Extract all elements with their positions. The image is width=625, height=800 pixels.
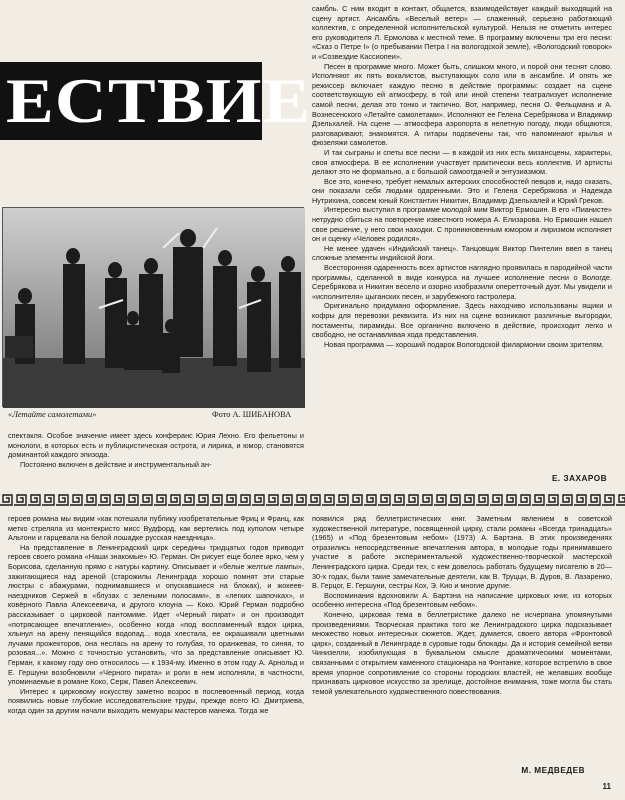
photo-credit: Фото А. ШИБАНОВА [212,410,292,419]
paragraph: появился ряд беллетристических книг. Заметным явлением в советской художественной литературе, посвященной цирку, стали романы «Всегда тринадцать» (1965) и «Под брезентовым небом» (1973) А. Бартэна. В этих произведениях отразились непосредственные впечатления автора, в молодые годы принимавшего участие в работе экспериментальной художественно-творческой мастерской Ленинградского цирка. Среди тех, с кем довелось работать будущему писателю в 20—30-х годах, были такие замечательные деятели, как В. Труцци, В. Дуров, В. Лазаренко, В. Герцог, Е. Гершуни, сестры Кох, Э. Кио и многие другие. [312,514,612,591]
paragraph: Оригинально придумано оформление. Здесь находчиво использованы ящики и кофры для перевозки реквизита. Из них на сцене возникают различные выгородки, постаменты, пирамиды. Все органично включено в действие, происходит легко и свободно, не останавливая хода представления. [312,301,612,340]
page-number: 11 [602,782,611,791]
paragraph: Не менее удачен «Индийский танец». Танцовщик Виктор Пинтелин ввел в танец сложные элементы индийской йоги. [312,243,612,263]
author-signature-top: Е. ЗАХАРОВ [551,474,607,483]
paragraph: Новая программа — хороший подарок Вологодской филармонии своим зрителям. [324,339,604,349]
stage-photo-image [3,208,305,408]
paragraph: самбль. С ним входит в контакт, общается, взаимодействует каждый выходящий на сцену артист. Ансамбль «Веселый ветер» — слаженный, серьезно работающий коллектив, с определенной исполнительской культурой. Нельзя не отметить интерес его руководителя Л. Ермолова к местной теме. В программу включены три его песни: «Сказ о Петре I» (о пребывании Петра I на вологодской земле), «Вологодский говорок» и «Созвездие Кассиопеи». [312,4,612,61]
paragraph: Все это, конечно, требует немалых актерских способностей певцов и, надо сказать, они показали себя людьми одаренными. Это и Гелена Серебрякова и Надежда Нутрихина, совсем юный Константин Никитин, Владимир Дзельхалей и Юрий Греков. [312,176,612,205]
paragraph: На представление в Ленинградский цирк середины тридцатых годов приводит героев своего романа «Наши знакомые» Ю. Герман. Он рисует еще более ярко, чем у Борисова, сделанную прямо с натуры картину. Описывает и «белые желтые лампы», зажигающиеся над ареной (старожилы Ленинграда хорошо помнят эти старые люстры с абажурами, поднимавшиеся и опускавшиеся на блоках), и жокеев-наездников Сержей в «блузах с зелеными полосами», в «легких шапочках», и ковёрного Павла Алексеевича, и другого клоуна — Коко. Юрий Герман подробно рассказывает о цирковой пантомиме. Идет «Черный пират» и он производит «потрясающее впечатление», особенно когда «под воспламенный вздох цирка, хлынул на арену пенящийся водопад... вода хлестала, ее окрашивали цветными лучами прожекторов, она неслась на арену то голубая, то оранжевая, то синяя, то розовая...». Можно с точностью установить, что за представление описывает Ю. Герман, к какому году оно относилось — к 1934-му. Именно в этом году А. Арнольд и Е. Гершуни возобновили «Черного пирата» и роли в нем исполняли, в частности, упоминаемые в романе Коко, Серж, Павел Алексеевич. [8,542,304,687]
paragraph: Интересно выступил в программе молодой мим Виктор Ермошин. В его «Пианисте» нетрудно сбиться на повторение известного номера А. Елизарова. Но Ермошин нашел свое решение, у него свои находки. С проникновенным юмором и лиризмом исполняет он и сценку «Человек родился». [312,205,612,244]
meander-divider [0,494,625,506]
section-title: ЕСТВИЕ [6,65,312,136]
bottom-right-column [312,514,612,696]
left-column-text [8,431,304,469]
right-column-text [312,4,612,349]
paragraph: героев романа мы видим «как потешали публику изобретательные Фриц и Франц, как метко стреляла из монтекристо мисс Вудфорд, как вертелись под куполом четыре Альтони и гарцевала на белой лошадке русская наездница». [8,514,304,543]
paragraph: Постоянно включен в действие и инструментальный ан- [20,459,212,469]
author-signature-bottom: М. МЕДВЕДЕВ [521,766,585,775]
paragraph: И так сыграны и спеты все песни — в каждой из них есть мизансцены, характеры, своя атмосфера. В ее исполнении участвует практически весь коллектив. И артисты делают это не формально, а с большой самоотдачей и энтузиазмом. [312,147,612,177]
photo-caption: «Летайте самолетами» [8,410,97,419]
paragraph: Интерес к цирковому искусству заметно возрос в послевоенный период, когда появились новые глубокие исследовательские труды, прежде всего Ю. Дмитриева, когда один за другим начали выходить мемуары мастеров манежа. Тогда же [8,686,304,715]
paragraph: Воспоминания вдохновили А. Бартэна на написание цирковых книг, из которых особенно интересна «Под брезентовым небом». [312,590,612,610]
stage-photo [2,207,304,407]
paragraph: Конечно, цирковая тема в беллетристике далеко не исчерпана упомянутыми произведениями. Творческая практика того же Ленинградского цирка подсказывает множество новых интересных сюжетов. Ждет, думается, своего автора «Фронтовой цирк», созданный в Ленинграде в суровые годы блокады. Да и история семейной ветви Чинизелли, изобилующая в буквальном смысле драматическими моментами, связанными с открытием каменного стационара на Фонтанке, которое встретило в свое время упорное сопротивление со стороны городских властей, не желавших вообще признавать цирковое искусство за зрелище, достойное внимания, тоже могла бы стать темой увлекательного художественного повествования. [312,609,612,696]
section-title-band [0,62,312,140]
paragraph: Песен в программе много. Может быть, слишком много, и порой они теснят слово. Исполняют их пять вокалистов, выступающих соло или в ансамбле. И опять же режиссер включает каждую песню в действие программы: создает на сцене соответствующую ей атмосферу, в той или иной степени театрализует исполнение самой песни, делая это тонко и тактично. Вот, например, песня О. Фельцмана и А. Вознесенского «Летайте самолетами». Исполняют ее Гелена Серебрякова и Владимир Дзельхалей. На сцене — атмосфера аэропорта в нелетную погоду, люди общаются, разговаривают, знакомятся. А гитары подсвечены так, что напоминают крылья и фюзеляжи самолетов. [312,61,612,148]
paragraph: Всесторонняя одаренность всех артистов наглядно проявилась в пародийной части программы, сделанной в виде конкурса на лучшее исполнение песни о Вологде. Серебрякова и Никитин весело и озорно изобразили оперетточный дуэт. Мы увидели и «исполнителя» цыганских песен, и зарубежного гастролера. [312,263,612,301]
paragraph: спектакля. Особое значение имеет здесь конферанс Юрия Лехно. Его фельетоны и монологи, в которых есть и публицистическая острота, и лирика, и юмор, становятся доминантой каждого эпизода. [8,431,304,460]
bottom-left-column [8,514,304,715]
